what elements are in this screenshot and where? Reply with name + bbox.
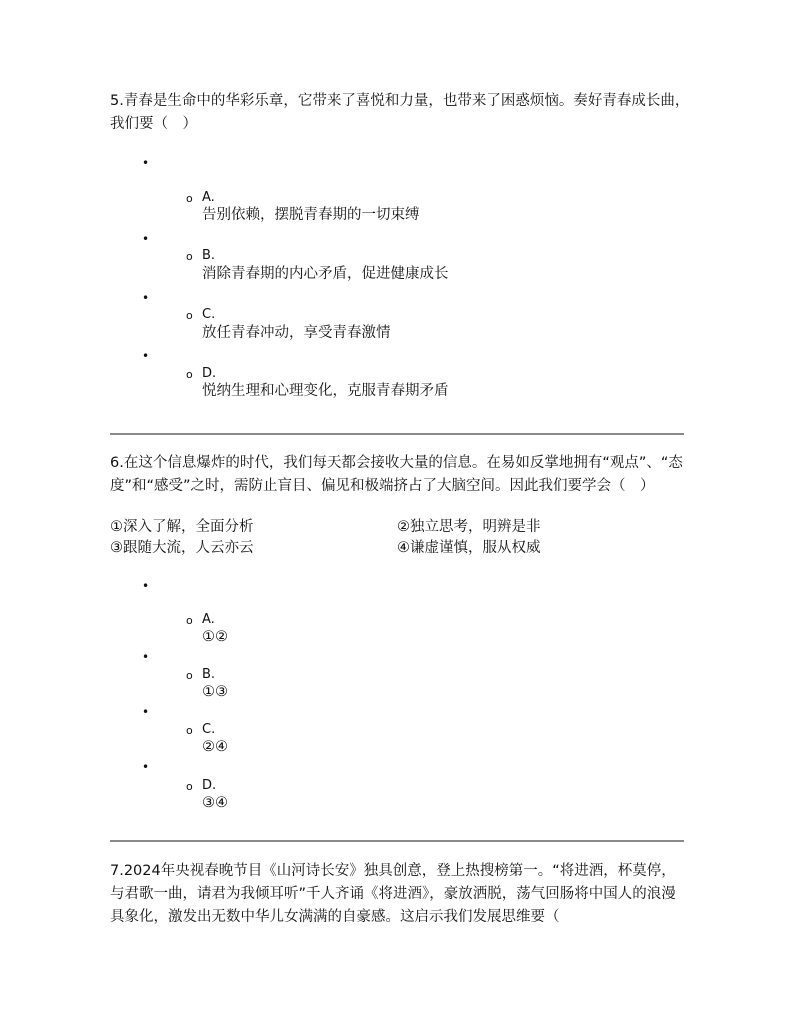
option-letter: B. [202,248,216,263]
list-bullet: • [142,232,150,246]
sublist-bullet: o [186,309,193,322]
option-c-text[interactable]: ②④ [202,739,228,755]
sublist-bullet: o [186,192,193,205]
option-c-text[interactable]: 放任青春冲动，享受青春激情 [202,325,391,341]
statement-2: ②独立思考，明辨是非 [397,519,541,535]
list-bullet: • [142,760,150,774]
option-letter: B. [202,667,216,682]
list-bullet: • [142,705,150,719]
option-letter: D. [202,778,217,793]
sublist-bullet: o [186,780,193,793]
option-d-text[interactable]: 悦纳生理和心理变化，克服青春期矛盾 [202,383,449,399]
option-letter: C. [202,307,216,322]
option-letter: D. [202,366,217,381]
list-bullet: • [142,579,150,593]
statement-3: ③跟随大流，人云亦云 [110,540,254,556]
option-b-text[interactable]: ①③ [202,684,228,700]
sublist-bullet: o [186,368,193,381]
question-6-text: 6.在这个信息爆炸的时代，我们每天都会接收大量的信息。在易如反掌地拥有“观点”、“态度”和“感受”之时，需防止盲目、偏见和极端挤占了大脑空间。因此我们要学会（ ） [110,455,683,494]
question-7-text: 7.2024年央视春晚节目《山河诗长安》独具创意，登上热搜榜第一。“将进酒，杯莫停，与君歌一曲，请君为我倾耳听”千人齐诵《将进酒》，豪放洒脱，荡气回肠将中国人的浪漫具象化，激发出无数中华儿女满满的自豪感。这启示我们发展思维要（ [110,863,676,925]
list-bullet: • [142,349,150,363]
option-a-text[interactable]: ①② [202,629,228,645]
sublist-bullet: o [186,669,193,682]
sublist-bullet: o [186,250,193,263]
list-bullet: • [142,650,150,664]
option-d-text[interactable]: ③④ [202,795,228,811]
option-letter: C. [202,722,216,737]
statement-1: ①深入了解，全面分析 [110,519,254,535]
list-bullet: • [142,291,150,305]
list-bullet: • [142,156,150,170]
option-a-text[interactable]: 告别依赖，摆脱青春期的一切束缚 [202,207,420,223]
question-5-text: 5.青春是生命中的华彩乐章，它带来了喜悦和力量，也带来了困惑烦恼。奏好青春成长曲，我们要（ ） [110,93,690,132]
option-letter: A. [202,190,215,205]
statement-4: ④谦虚谨慎，服从权威 [397,540,541,556]
sublist-bullet: o [186,614,193,627]
divider [110,433,684,435]
divider [110,840,684,842]
option-b-text[interactable]: 消除青春期的内心矛盾，促进健康成长 [202,266,449,282]
option-letter: A. [202,612,215,627]
sublist-bullet: o [186,724,193,737]
